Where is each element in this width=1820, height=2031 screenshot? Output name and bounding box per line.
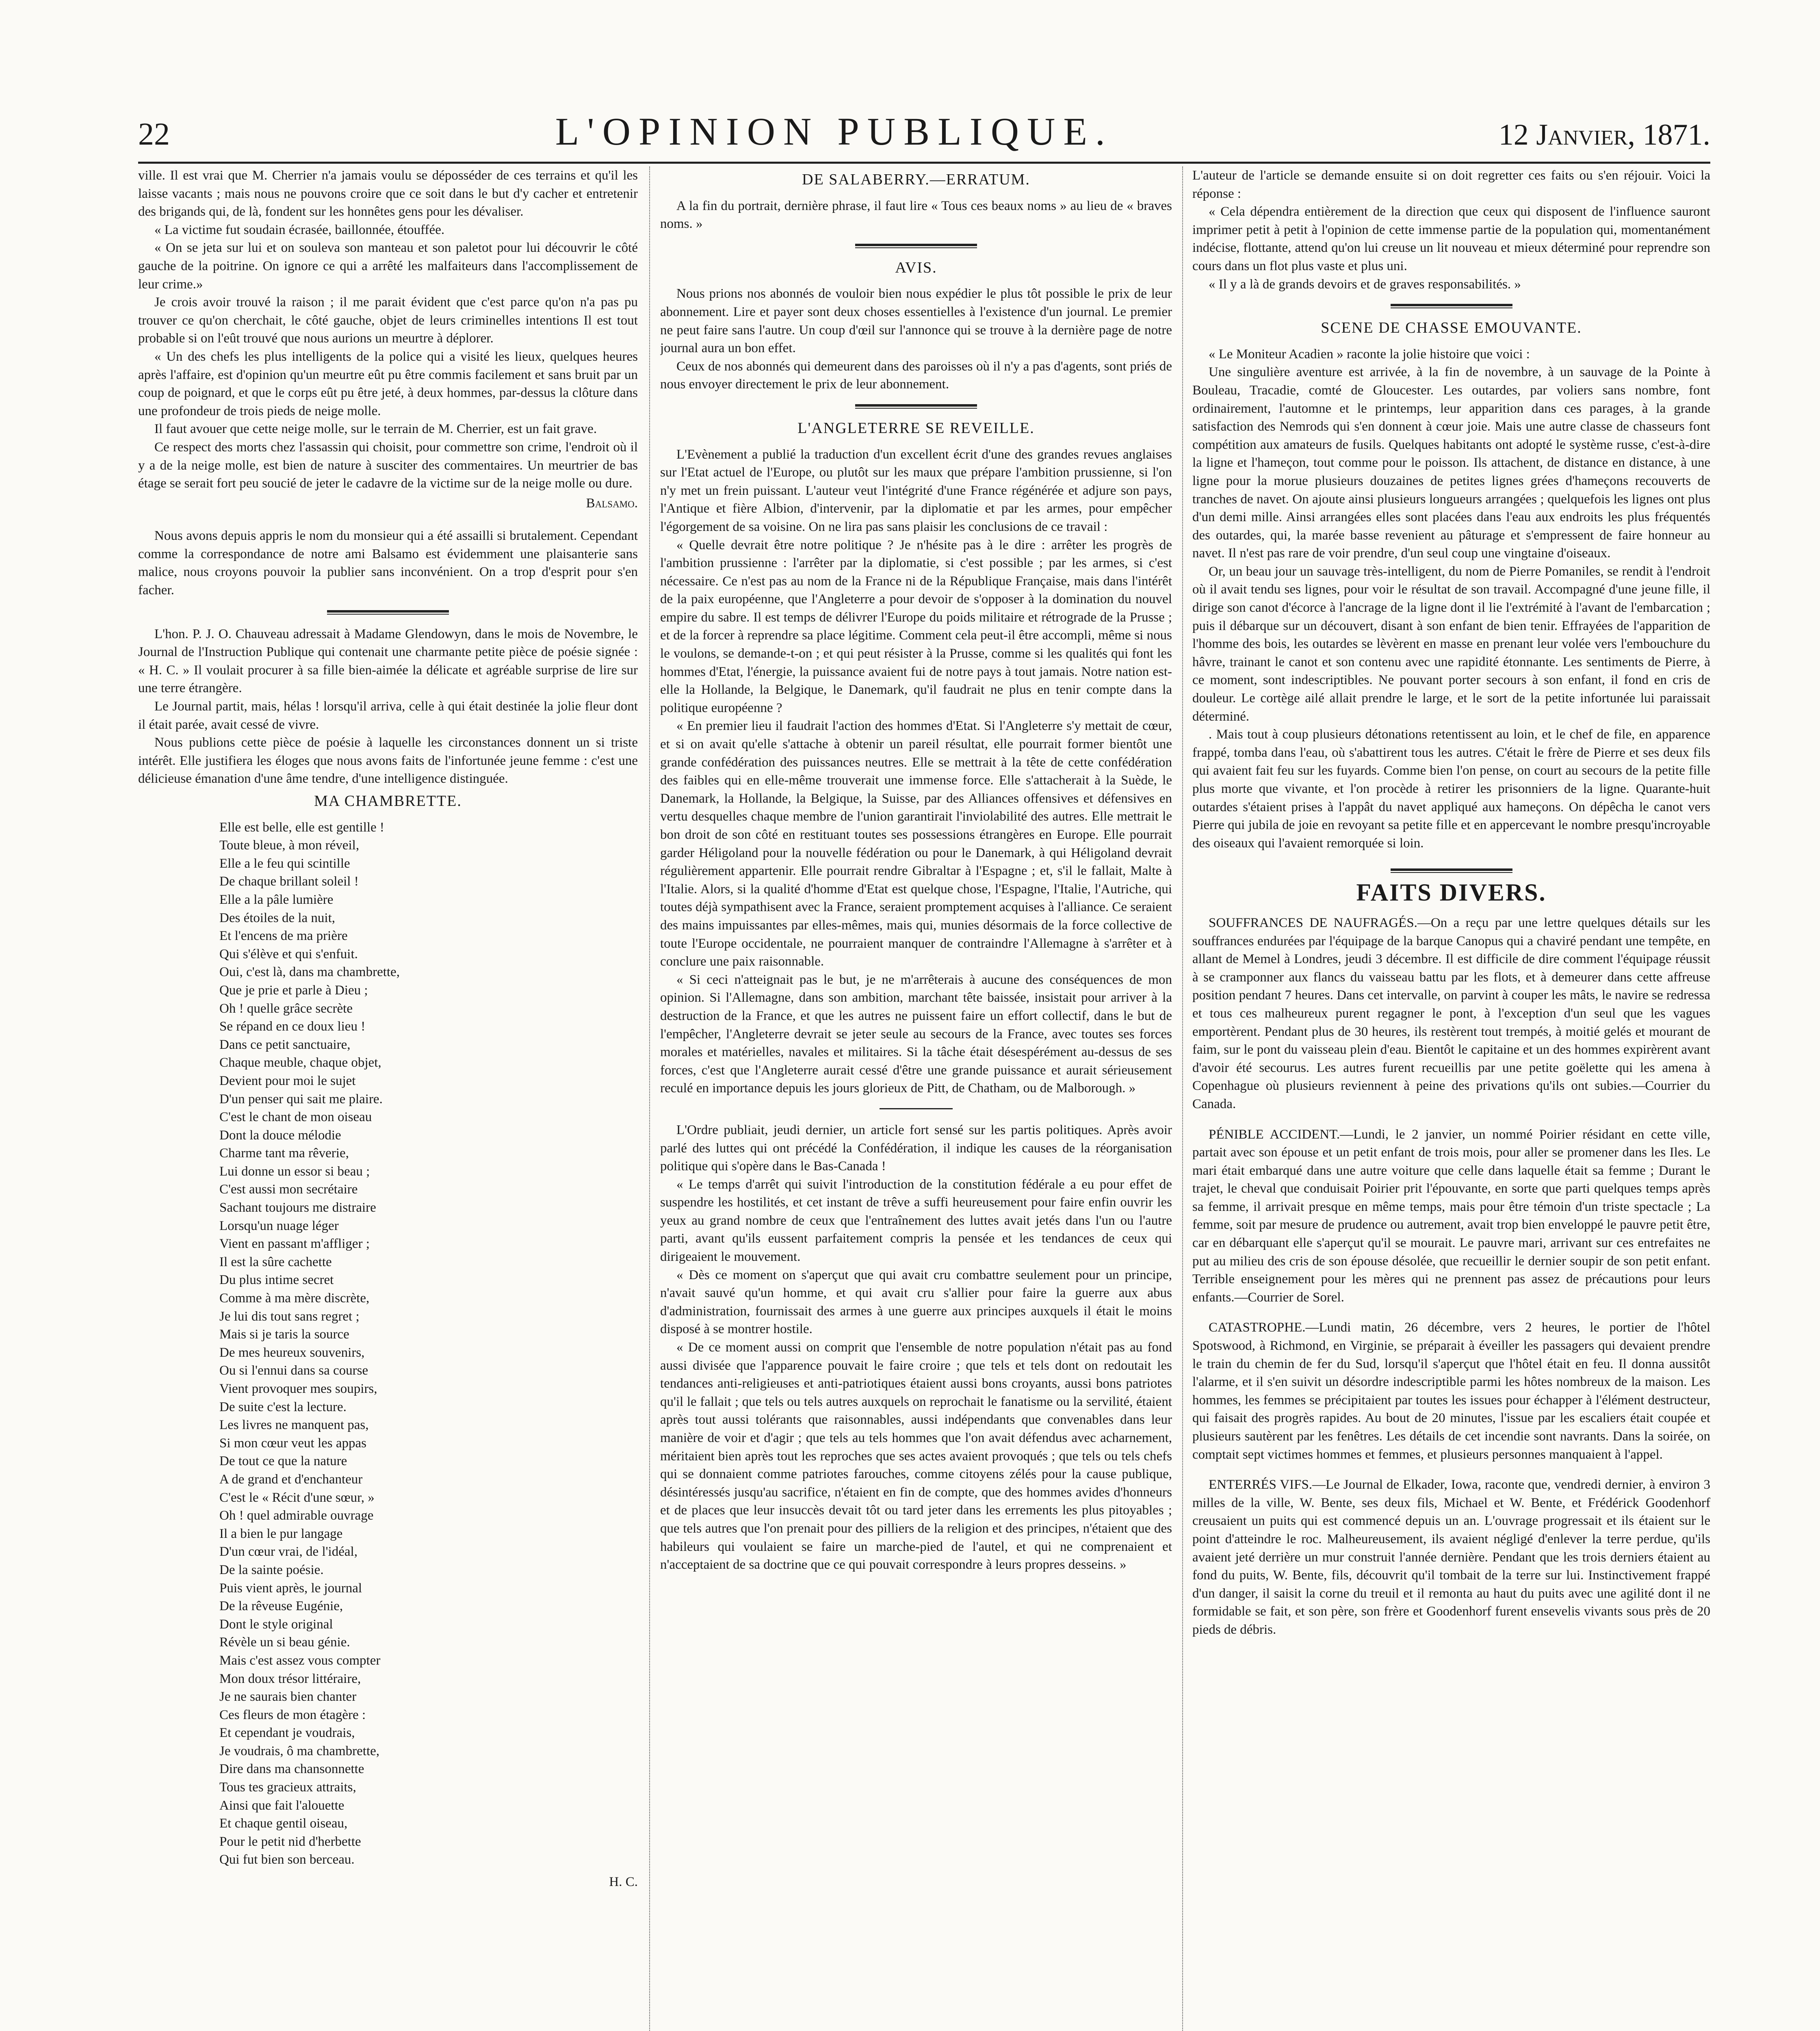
paragraph: L'Ordre publiait, jeudi dernier, un article fort sensé sur les partis politiques. Après avoir parlé des luttes qui ont précédé la Confédération, il indique les causes de la réorganisation politique qui s'opère dans le Bas-Canada ! <box>660 1122 1172 1174</box>
paragraph: « On se jeta sur lui et on souleva son manteau et son paletot pour lui découvrir le côté gauche de la poitrine. On ignore ce qui a arrêté les malfaiteurs dans l'accomplissement de leur crime.» <box>138 240 638 292</box>
poem-signature: H. C. <box>609 1875 638 1890</box>
paragraph: Or, un beau jour un sauvage très-intelligent, du nom de Pierre Pomaniles, se rendit à l'endroit où il avait tendu ses lignes, pour voir le résultat de son travail. Accompagné d'une jeune fille, il dirige son canot d'écorce à l'ancrage de la ligne dont il lie l'extrémité à l'avant de l'embarcation ; puis il débarque sur un découvert, disant à son enfant de bien tenir. Effrayées de l'apparition de l'homme des bois, les outardes se lèvèrent en masse en prenant leur volée vers l'embouchure du hâvre, trainant le canot et son contenu avec une rapidité étonnante. Les sentiments de Pierre, à ce moment, sont indescriptibles. Ne pouvant porter secours à son enfant, il fond en cris de douleur. Le cortège ailé allait prendre le large, et le sort de la petite infortunée lui paraissait déterminé. <box>1192 564 1710 724</box>
paragraph: « Cela dépendra entièrement de la direction que ceux qui disposent de l'influence sauront imprimer petit à petit à l'opinion de cette immense partie de la population qui, momentanément indécise, flottante, attend qu'on lui creuse un lit nouveau et mieux déterminé pour reprendre son cours dans un flot plus vaste et plus uni. <box>1192 204 1710 273</box>
poem-line: Devient pour moi le sujet <box>219 1073 356 1088</box>
poem-line: De chaque brillant soleil ! <box>219 874 359 889</box>
news-item <box>1192 1126 1710 1307</box>
paragraph: Ce respect des morts chez l'assassin qui choisit, pour commettre son crime, l'endroit où il y a de la neige molle, est bien de nature à susciter des commentaires. Un meurtrier de bas étage se serait fort peu soucié de jeter le cadavre de la victime sur de la neige molle ou dure. <box>138 440 638 491</box>
paragraph: A la fin du portrait, dernière phrase, il faut lire « Tous ces beaux noms » au lieu de « braves noms. » <box>660 198 1172 232</box>
masthead-rule <box>138 162 1710 164</box>
news-item-lead: SOUFFRANCES DE NAUFRAGÉS. <box>1209 915 1417 930</box>
paragraph: « Quelle devrait être notre politique ? Je n'hésite pas à le dire : arrêter les progrès de l'ambition prussienne : l'arrêter par la diplomatie, si c'est possible ; par les armes, si c'est nécessaire. Ce n'est pas au nom de la France ni de la République Française, mais dans l'intérêt de la paix européenne, que l'Angleterre a pour devoir de s'opposer à la domination du nouvel empire du sabre. Il est temps de délivrer l'Europe du poids militaire et rétrograde de la Prusse ; et de la forcer à reprendre sa place légitime. Comment cela peut-il être accompli, même si nous le voulons, se demande-t-on ; et qui peut résister à la Prusse, comme si les qualités qui font les hommes d'Etat, l'énergie, la puissance avaient fui de notre pays à tout jamais. Notre nation est-elle la Hollande, la Belgique, le Danemark, qu'il faudrait ne plus en tenir compte dans la politique européenne ? <box>660 537 1172 715</box>
paragraph: Le Journal partit, mais, hélas ! lorsqu'il arriva, celle à qui était destinée la jolie fleur dont il était parée, avait cessé de vivre. <box>138 699 638 732</box>
poem-line: Dont la douce mélodie <box>219 1128 341 1143</box>
chasse-heading: SCENE DE CHASSE EMOUVANTE. <box>1321 319 1582 337</box>
poem-line: A de grand et d'enchanteur <box>219 1472 363 1487</box>
poem-line: Vient provoquer mes soupirs, <box>219 1381 377 1396</box>
paragraph: Ceux de nos abonnés qui demeurent dans des paroisses où il n'y a pas d'agents, sont priés de nous envoyer directement le prix de leur abonnement. <box>660 359 1172 392</box>
paragraph: ville. Il est vrai que M. Cherrier n'a jamais voulu se déposséder de ces terrains et qu'il les laisse vacants ; mais nous ne pouvons croire que ce soit dans le but d'y cacher et entretenir des brigands qui, de là, fondent sur les honnêtes gens pour les dévaliser. <box>138 168 638 219</box>
paragraph: L'auteur de l'article se demande ensuite si on doit regretter ces faits ou s'en réjouir. Voici la réponse : <box>1192 168 1710 201</box>
paragraph: Il faut avouer que cette neige molle, sur le terrain de M. Cherrier, est un fait grave. <box>154 422 597 437</box>
poem-line: De suite c'est la lecture. <box>219 1399 347 1414</box>
poem-line: Et l'encens de ma prière <box>219 929 348 944</box>
paragraph: « Le Moniteur Acadien » raconte la jolie histoire que voici : <box>1209 346 1530 362</box>
poem-line: Dire dans ma chansonnette <box>219 1762 364 1777</box>
poem-line: De la sainte poésie. <box>219 1562 324 1577</box>
poem-line: Comme à ma mère discrète, <box>219 1291 370 1306</box>
news-item-text: —Lundi matin, 26 décembre, vers 2 heures, le portier de l'hôtel Spotswood, à Richmond, en Virginie, se préparait à éveiller les passagers qui devaient prendre le train du chemin de fer du Sud, lorsqu'il s'aperçut que l'hôtel était en feu. Il donna aussitôt l'alarme, et il s'en suivit un désordre indescriptible parmi les hôtes nombreux de la maison. Les hommes, les femmes se précipitaient par toutes les issues pour échapper à l'élément destructeur, qui faisait des progrès rapides. Au bout de 20 minutes, l'issue par les escaliers était coupée et plusieurs sautèrent par les fenêtres. Les détails de cet incendie sont navrants. Dans la soirée, on comptait sept victimes hommes et femmes, et plusieurs personnes manquaient à l'appel. <box>1192 1320 1710 1462</box>
poem-line: Lui donne un essor si beau ; <box>219 1164 370 1179</box>
poem-line: Je ne saurais bien chanter <box>219 1689 357 1704</box>
poem-line: Qui s'élève et qui s'enfuit. <box>219 946 358 961</box>
poem-line: De la rêveuse Eugénie, <box>219 1599 343 1614</box>
poem-line: Lorsqu'un nuage léger <box>219 1218 339 1233</box>
poem-line: Elle est belle, elle est gentille ! <box>219 820 384 835</box>
poem-line: Du plus intime secret <box>219 1273 334 1288</box>
poem-line: Ou si l'ennui dans sa course <box>219 1363 368 1378</box>
poem-line: Toute bleue, à mon réveil, <box>219 838 360 853</box>
poem-line: Je lui dis tout sans regret ; <box>219 1309 360 1324</box>
poem-line: Je voudrais, ô ma chambrette, <box>219 1743 380 1758</box>
paragraph: « En premier lieu il faudrait l'action des hommes d'Etat. Si l'Angleterre s'y mettait de cœur, et si on avait qu'elle s'attache à obtenir un pareil résultat, elle pourrait former bientôt une grande confédération des puissances neutres. Elle se mettrait à la tête de cette confédération des faibles qui en elle-même trouverait une immense force. Elle s'attacherait à la Suède, le Danemark, la Hollande, la Belgique, la Suisse, par des Alliances offensives et défensives en vertu desquelles chaque membre de l'union garantirait l'inviolabilité des autres. Elle mettrait le bon droit de son côté en restituant toutes ses possessions étrangères en Europe. Elle pourrait garder Héligoland pour la nouvelle fédération ou pour le Danemark, à qui Héligoland devrait régulièrement appartenir. Elle pourrait rendre Gibraltar à l'Espagne ; et, s'il le fallait, Malte à l'Italie. Alors, si la qualité d'homme d'Etat est quelque chose, l'Espagne, l'Italie, l'Autriche, qui toutes déjà sympathisent avec la France, seraient promptement acquises à l'alliance. Ce seraient des mains impuissantes par elles-mêmes, mais qui, munies désormais de la force collective de toute l'Europe occidentale, ne pourraient manquer de contraindre l'Allemagne à s'arrêter et à conclure une paix raisonnable. <box>660 719 1172 969</box>
masthead <box>138 109 1710 162</box>
poem-line: D'un cœur vrai, de l'idéal, <box>219 1544 358 1559</box>
paragraph: « Il y a là de grands devoirs et de graves responsabilités. » <box>1209 277 1521 292</box>
poem-line: Et cependant je voudrais, <box>219 1726 355 1741</box>
poem-line: C'est le chant de mon oiseau <box>219 1110 372 1125</box>
section-rule <box>1391 868 1512 873</box>
poem-line: De mes heureux souvenirs, <box>219 1345 365 1360</box>
poem-line: Oh ! quelle grâce secrète <box>219 1001 353 1016</box>
section-rule <box>1391 304 1512 308</box>
poem-line: Il est la sûre cachette <box>219 1254 332 1269</box>
poem-line: Elle a le feu qui scintille <box>219 856 350 871</box>
page-number: 22 <box>138 116 170 152</box>
news-item-lead: PÉNIBLE ACCIDENT. <box>1209 1127 1340 1142</box>
section-rule <box>855 404 977 409</box>
column-3 <box>1192 167 1710 2031</box>
paragraph: Nous avons depuis appris le nom du monsieur qui a été assailli si brutalement. Cependant comme la correspondance de notre ami Balsamo est évidemment une plaisanterie sans malice, nous croyons pouvoir la publier sans inconvénient. On a trop d'esprit pour s'en facher. <box>138 528 638 598</box>
column-2 <box>660 167 1172 2031</box>
poem-line: Mais c'est assez vous compter <box>219 1653 381 1668</box>
paragraph: Je crois avoir trouvé la raison ; il me parait évident que c'est parce qu'on n'a pas pu trouver ce qu'on cherchait, le côté gauche, objet de leurs criminelles intentions Il est tout probable si on l'eût trouvé que nous aurions un meurtre à déplorer. <box>138 295 638 346</box>
poem-line: Oui, c'est là, dans ma chambrette, <box>219 965 400 980</box>
section-rule <box>855 244 977 248</box>
column-divider <box>1182 167 1183 2031</box>
paragraph: Une singulière aventure est arrivée, à la fin de novembre, à un sauvage de la Pointe à Bouleau, Tracadie, comté de Gloucester. Les outardes, par voliers sans nombre, font ordinairement, l'automne et le printemps, leur apparition dans ces parages, à la grande satisfaction des Nemrods qui s'en donnent à cœur joie. Mais une autre classe de chasseurs font compétition aux amateurs de fusils. Quelques habitants ont adopté le système russe, c'est-à-dire la ligne et l'hameçon, tout comme pour le poisson. Ils attachent, de distance en distance, à une ligne pour la morue plusieurs douzaines de petites lignes grées d'hameçons recouverts de tranches de navet. On ajoute ainsi plusieurs longueurs arrangées ; quelquefois les lignes ont plus d'un demi mille. Ainsi arrangées elles sont placées dans l'eau aux endroits les plus fréquentés des outardes, qui, la marée basse revenient au pâturage et s'empressent de faire honneur au navet. Il n'est pas rare de voir prendre, d'un seul coup une vingtaine d'oiseaux. <box>1192 365 1710 561</box>
erratum-heading: DE SALABERRY.—ERRATUM. <box>802 171 1030 188</box>
poem-line: Sachant toujours me distraire <box>219 1200 376 1215</box>
avis-heading: AVIS. <box>895 259 937 276</box>
poem-line: Des étoiles de la nuit, <box>219 910 336 925</box>
news-item-lead: CATASTROPHE. <box>1209 1320 1306 1335</box>
poem-line: Ces fleurs de mon étagère : <box>219 1707 366 1722</box>
faits-divers-heading: FAITS DIVERS. <box>1356 879 1547 906</box>
paragraph: L'Evènement a publié la traduction d'un excellent écrit d'une des grandes revues anglaises sur l'Etat actuel de l'Europe, ou plutôt sur les maux que prépare l'ambition prussienne, si l'on n'y met un frein puissant. L'auteur veut l'intégrité d'une France régénérée et adjure son pays, l'Antique et fière Albion, d'intervenir, par la diplomatie et par les armes, pour empêcher l'égorgement de sa voisine. On ne lira pas sans plaisir les conclusions de ce travail : <box>660 447 1172 534</box>
poem-line: Que je prie et parle à Dieu ; <box>219 983 368 998</box>
issue-date: 12 Janvier, 1871. <box>1498 118 1710 152</box>
news-item-text: —Le Journal de Elkader, Iowa, raconte que, vendredi dernier, à environ 3 milles de la ville, W. Bente, ses deux fils, Michael et W. Bente, et Frédérick Goodenhorf creusaient un puits qui est commencé depuis un an. L'ouvrage progressait et ils étaient sur le point d'atteindre le roc. Malheureusement, ils avaient négligé d'enlever la terre perdue, qu'ils avaient jeté derrière un mur construit l'année dernière. Pendant que les trois derniers étaient au fond du puits, W. Bente, fils, découvrit qu'il tombait de la terre sur lui. Instinctivement frappé d'un danger, il saisit la corne du treuil et il remonta au haut du puits avec une agilité dont il ne formidable se fait, et son père, son frère et Goodenhorf furent ensevelis vivants sous près de 20 pieds de débris. <box>1192 1477 1710 1637</box>
paragraph: « Le temps d'arrêt qui suivit l'introduction de la constitution fédérale a eu pour effet de suspendre les hostilités, et cet instant de trêve a suffi heureusement pour faire enfin ouvrir les yeux au grand nombre de ceux que l'entraînement des luttes avait jetés dans l'un ou l'autre parti, avant qu'ils eussent parfaitement compris la pensée et les tendances de ceux qui dirigeaient le mouvement. <box>660 1177 1172 1265</box>
poem-title: MA CHAMBRETTE. <box>314 792 462 810</box>
poem-line: Si mon cœur veut les appas <box>219 1436 367 1451</box>
poem-line: De tout ce que la nature <box>219 1454 347 1469</box>
poem <box>219 818 638 1869</box>
paragraph: « Si ceci n'atteignait pas le but, je ne m'arrêterais à aucune des conséquences de mon opinion. Si l'Allemagne, dans son ambition, marchant tête baissée, insistait pour arriver à la destruction de la France, et que les autres ne puissent faire un effort collectif, dans le but de l'empêcher, l'Angleterre devrait se jeter seule au secours de la France, avec toutes ses forces morales et matérielles, navales et militaires. Si la tâche était désespérément au-dessus de ses forces, c'est que l'Angleterre aurait cessé d'être une grande puissance et aurait sérieusement reculé en importance depuis les jours glorieux de Pitt, de Chatham, ou de Malborough. » <box>660 972 1172 1096</box>
paragraph: « Dès ce moment on s'aperçut que qui avait cru combattre seulement pour un principe, n'avait sauvé qu'un homme, et qui avait cru s'allier pour faire la guerre aux abus d'administration, fournissait des armes à une guerre aux principes auxquels il était le moins disposé à se montrer hostile. <box>660 1267 1172 1337</box>
poem-line: Charme tant ma rêverie, <box>219 1146 349 1161</box>
section-rule <box>327 610 449 615</box>
poem-line: Et chaque gentil oiseau, <box>219 1816 348 1831</box>
paragraph: « La victime fut soudain écrasée, baillonnée, étouffée. <box>154 222 445 237</box>
poem-line: Chaque meuble, chaque objet, <box>219 1055 381 1070</box>
news-item <box>1192 1319 1710 1464</box>
signature-balsamo: Balsamo. <box>586 496 638 511</box>
paragraph: . Mais tout à coup plusieurs détonations retentissent au loin, et le chef de file, en apparence frappé, tomba dans l'eau, où s'abattirent tous les autres. C'était le frère de Pierre et ses deux fils qui avaient fait feu sur les fuyards. Comme bien l'on pense, on court au secours de la petite fille plus morte que vivante, et l'on procède à retirer les prisonniers de la ligne. Quarante-huit outardes s'étaient prises à l'appât du navet appliqué aux hameçons. On dépêcha le canot vers Pierre qui jubila de joie en revoyant sa petite fille et en appercevant le nombre presqu'incroyable des oiseaux qui l'avaient remorquée si loin. <box>1192 727 1710 851</box>
news-item-text: —On a reçu par une lettre quelques détails sur les souffrances endurées par l'équipage de la barque Canopus qui a chaviré pendant une tempête, en allant de Memel à Londres, jeudi 3 décembre. Il est difficile de dire comment l'équipage réussit à se cramponner aux flancs du vaisseau battu par les flots, et à demeurer dans cette affreuse position pendant 7 heures. Dans cet intervalle, on parvint à couper les mâts, le navire se redressa et tous ces malheureux purent regagner le pont, à l'exception d'un seul que les vagues emportèrent. Pendant plus de 30 heures, ils restèrent tout trempés, à moitié gelés et mourant de faim, sur le pont du vaisseau plein d'eau. Bientôt le capitaine et un des hommes expirèrent avant d'avoir été secourus. Les autres furent recueillis par une petite goëlette qui les amena à Copenhague où plusieurs reviennent à peine des privations qu'ils ont subies.—Courrier du Canada. <box>1192 915 1710 1111</box>
poem-line: C'est le « Récit d'une sœur, » <box>219 1490 375 1505</box>
newspaper-title: L'OPINION PUBLIQUE. <box>555 110 1113 153</box>
poem-line: D'un penser qui sait me plaire. <box>219 1091 383 1106</box>
news-item <box>1192 1476 1710 1639</box>
poem-line: Puis vient après, le journal <box>219 1581 362 1596</box>
poem-line: Pour le petit nid d'herbette <box>219 1834 361 1849</box>
poem-line: Oh ! quel admirable ouvrage <box>219 1508 374 1523</box>
paragraph: « Un des chefs les plus intelligents de la police qui a visité les lieux, quelques heures après l'affaire, est d'opinion qu'un meurtre eût pu être commis facilement et sans bruit par un coup de poignard, et que le corps eût pu être jeté, à deux hommes, par-dessus la clôture dans une profondeur de trois pieds de neige molle. <box>138 349 638 418</box>
poem-line: Dont le style original <box>219 1617 333 1632</box>
paragraph: L'hon. P. J. O. Chauveau adressait à Madame Glendowyn, dans le mois de Novembre, le Journal de l'Instruction Publique qui contenait une charmante petite pièce de poésie signée : « H. C. » Il voulait procurer à sa fille bien-aimée la délicate et agréable surprise de lire sur une terre étrangère. <box>138 626 638 696</box>
paragraph: Nous publions cette pièce de poésie à laquelle les circonstances donnent un si triste intérêt. Elle justifiera les éloges que nous avons faits de l'infortunée jeune femme : c'est une délicieuse émanation d'une âme tendre, d'une intelligence distinguée. <box>138 735 638 786</box>
news-item-lead: ENTERRÉS VIFS. <box>1209 1477 1313 1492</box>
poem-line: Révèle un si beau génie. <box>219 1635 350 1650</box>
angleterre-heading: L'ANGLETERRE SE REVEILLE. <box>797 419 1035 437</box>
poem-line: Qui fut bien son berceau. <box>219 1852 355 1867</box>
poem-line: C'est aussi mon secrétaire <box>219 1182 358 1197</box>
poem-line: Dans ce petit sanctuaire, <box>219 1037 351 1052</box>
poem-line: Mais si je taris la source <box>219 1327 349 1342</box>
paragraph: « De ce moment aussi on comprit que l'ensemble de notre population n'était pas au fond aussi divisée que l'apparence pouvait le faire croire ; que tels et tels dont on redoutait les tendances anti-religieuses et anti-patriotiques étaient aussi bons croyants, aussi bons patriotes qu'il le fallait ; que tels ou tels autres auxquels on reprochait le fanatisme ou la servilité, étaient après tout aussi tolérants que raisonnables, aussi indépendants que convenables dans leur manière de voir et d'agir ; que tels au tels hommes que l'on avait défendus avec acharnement, méritaient bien après tout les reproches que ses actes avaient provoqués ; que tels ou tels chefs qui se donnaient comme patriotes farouches, comme citoyens zélés pour la cause publique, désintéressés jusqu'au sacrifice, n'étaient en fin de compte, que des hommes avides d'honneurs et de places que leur insuccès devait tôt ou tard jeter dans les errements les plus pitoyables ; que tels autres que l'on prenait pour des pilliers de la religion et des principes, n'étaient que des habileurs qui voulaient se faire un marche-pied de l'autel, et qui ne comprenaient et n'acceptaient de sa doctrine que ce qui pouvait correspondre à leurs propres desseins. » <box>660 1340 1172 1572</box>
poem-line: Les livres ne manquent pas, <box>219 1418 369 1433</box>
news-item-text: —Lundi, le 2 janvier, un nommé Poirier résidant en cette ville, partait avec son épouse et un petit enfant de trois mois, pour aller se promener dans les Iles. Le mari était embarqué dans une autre voiture que celle dans laquelle était sa femme ; Durant le trajet, le cheval que conduisait Poirier prit l'épouvante, en sorte que parti quelques temps après sa femme, il arrivait presque en même temps, mais pour être témoin d'un triste spectacle ; La femme, soit par mesure de prudence ou autrement, avait trop bien enveloppé le pauvre petit être, car en débarquant elle s'aperçut qu'il se mourait. Le pauvre mari, arrivant sur ces entrefaites ne put au milieu des cris de son épouse désolée, que recueillir le dernier soupir de son petit enfant. Terrible enseignement pour les mères qui ne prennent pas assez de précautions pour leurs enfants.—Courrier de Sorel. <box>1192 1127 1710 1305</box>
poem-line: Tous tes gracieux attraits, <box>219 1780 356 1795</box>
column-divider <box>649 167 650 2031</box>
news-item <box>1192 914 1710 1113</box>
poem-line: Elle a la pâle lumière <box>219 892 334 907</box>
poem-line: Il a bien le pur langage <box>219 1526 343 1541</box>
column-1 <box>138 167 638 2031</box>
poem-line: Mon doux trésor littéraire, <box>219 1671 361 1686</box>
section-rule <box>880 1108 953 1111</box>
poem-line: Ainsi que fait l'alouette <box>219 1798 344 1813</box>
poem-line: Vient en passant m'affliger ; <box>219 1236 370 1252</box>
paragraph: Nous prions nos abonnés de vouloir bien nous expédier le plus tôt possible le prix de leur abonnement. Lire et payer sont deux choses essentielles à l'existence d'un journal. Le premier ne peut faire sans l'autre. Un coup d'œil sur l'annonce qui se trouve à la dernière page de notre journal aura un bon effet. <box>660 286 1172 356</box>
poem-line: Se répand en ce doux lieu ! <box>219 1019 366 1034</box>
